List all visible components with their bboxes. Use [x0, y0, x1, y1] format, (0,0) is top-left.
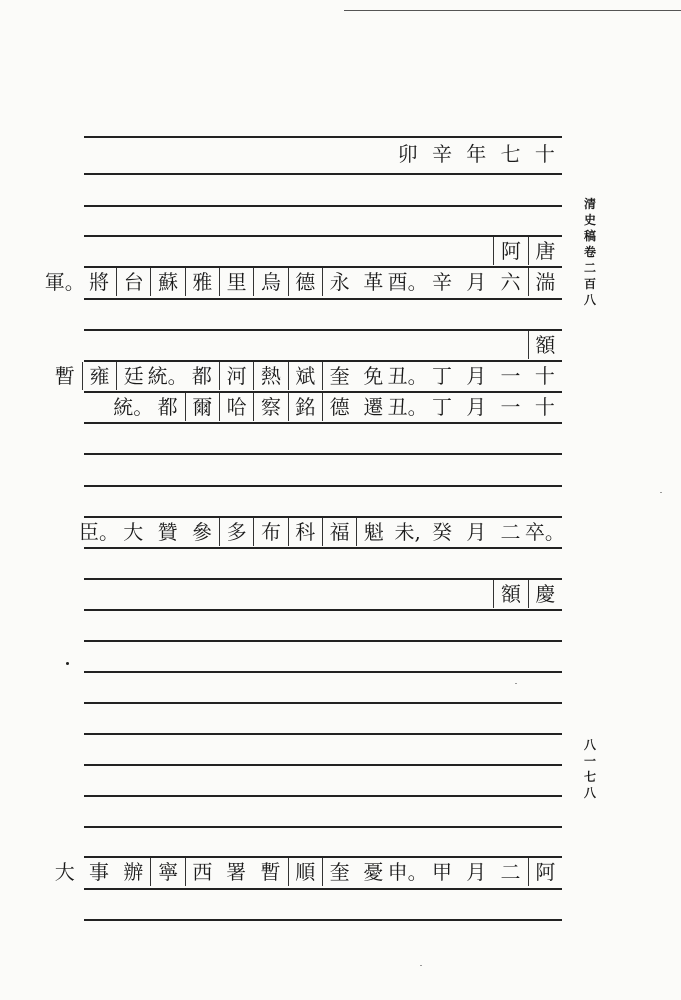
text-char: 甲: [431, 860, 452, 884]
rule-line: [84, 764, 562, 766]
rule-line: [84, 485, 562, 487]
margin-title-char: 八: [583, 293, 596, 307]
proper-noun-char: 雅: [185, 268, 219, 296]
text-char: 七: [500, 142, 521, 166]
text-char: 辛: [431, 270, 452, 294]
margin-title-char: 史: [583, 213, 596, 227]
text-char: 大: [54, 860, 75, 884]
row-cells: [48, 858, 562, 886]
text-char: 一: [500, 395, 521, 419]
text-char: 酉。: [387, 270, 428, 294]
proper-noun-char: 永: [322, 268, 356, 296]
rule-line: [84, 733, 562, 735]
proper-noun-char: 魁: [356, 518, 390, 546]
text-char: 卯: [397, 142, 418, 166]
text-char: 都: [191, 364, 212, 388]
rule-line: [84, 795, 562, 797]
proper-noun-char: 德: [288, 268, 322, 296]
text-char: 辦: [123, 860, 144, 884]
page-number-char: 八: [583, 786, 596, 800]
row-cells: [528, 331, 562, 359]
proper-noun-char: 德: [322, 393, 356, 421]
proper-noun-char: 察: [253, 393, 287, 421]
text-char: 革: [363, 270, 384, 294]
text-char: 參: [191, 520, 212, 544]
rule-line: [84, 453, 562, 455]
rule-line: [84, 173, 562, 175]
page-number: [582, 737, 598, 801]
ink-speck: [420, 965, 422, 966]
page-number-char: 八: [583, 738, 596, 752]
row-cells: [113, 393, 562, 421]
row-cells: [493, 237, 562, 265]
row-cells: [44, 268, 562, 296]
proper-noun-char: 爾: [185, 393, 219, 421]
text-char: 軍。: [44, 270, 85, 294]
text-char: 月: [466, 395, 487, 419]
text-char: 憂: [363, 860, 384, 884]
text-char: 癸: [431, 520, 452, 544]
text-char: 一: [500, 364, 521, 388]
text-row-r1: [84, 140, 562, 170]
text-row-r4: [84, 331, 562, 361]
rule-line: [84, 205, 562, 207]
proper-noun-char: 阿: [528, 858, 562, 886]
proper-noun-char: 唐: [528, 237, 562, 265]
row-cells: [391, 140, 562, 168]
rule-line: [84, 702, 562, 704]
text-char: 月: [466, 520, 487, 544]
row-cells: [493, 580, 562, 608]
proper-noun-char: 廷: [116, 362, 150, 390]
text-char: 統。: [147, 364, 188, 388]
text-char: 申。: [387, 860, 428, 884]
page-number-char: 七: [583, 770, 596, 784]
text-char: 大: [123, 520, 144, 544]
text-char: 二: [500, 520, 521, 544]
text-char: 臣。: [79, 520, 119, 544]
text-char: 免: [363, 364, 384, 388]
text-char: 月: [466, 270, 487, 294]
text-char: 月: [466, 364, 487, 388]
text-char: 年: [466, 142, 487, 166]
text-char: 贊: [157, 520, 178, 544]
proper-noun-char: 斌: [288, 362, 322, 390]
text-row-r5: [54, 362, 562, 392]
proper-noun-char: 奎: [322, 362, 356, 390]
margin-title-char: 卷: [583, 245, 596, 259]
proper-noun-char: 烏: [253, 268, 287, 296]
text-char: 遷: [363, 395, 384, 419]
rule-line: [84, 136, 562, 138]
margin-title-char: 二: [583, 261, 596, 275]
proper-noun-char: 布: [253, 518, 287, 546]
text-char: 十: [534, 142, 555, 166]
proper-noun-char: 阿: [493, 237, 527, 265]
margin-title-char: 百: [583, 277, 596, 291]
text-char: 丁: [431, 395, 452, 419]
proper-noun-char: 雍: [82, 362, 116, 390]
top-edge-rule: [344, 10, 681, 11]
text-char: 暫: [54, 364, 75, 388]
text-char: 六: [500, 270, 521, 294]
text-char: 將: [88, 270, 109, 294]
text-row-r8: [84, 580, 562, 610]
text-char: 十: [534, 395, 555, 419]
text-char: 月: [466, 860, 487, 884]
rule-line: [84, 826, 562, 828]
ink-speck: [660, 492, 662, 493]
proper-noun-char: 銘: [288, 393, 322, 421]
proper-noun-char: 哈: [219, 393, 253, 421]
row-cells: [48, 362, 562, 390]
proper-noun-char: 額: [493, 580, 527, 608]
proper-noun-char: 熱: [253, 362, 287, 390]
text-char: 十: [534, 364, 555, 388]
ink-dot: [66, 662, 69, 665]
proper-noun-char: 福: [322, 518, 356, 546]
text-row-r3: [44, 268, 562, 298]
text-char: 暫: [260, 860, 281, 884]
proper-noun-char: 奎: [322, 858, 356, 886]
text-row-r6: [84, 393, 562, 423]
proper-noun-char: 河: [219, 362, 253, 390]
text-char: 未,: [394, 520, 421, 544]
ink-speck: [515, 683, 517, 684]
text-char: 辛: [431, 142, 452, 166]
proper-noun-char: 科: [288, 518, 322, 546]
proper-noun-char: 湍: [528, 268, 562, 296]
text-char: 統。: [113, 395, 154, 419]
text-char: 丁: [431, 364, 452, 388]
proper-noun-char: 多: [219, 518, 253, 546]
rule-line: [84, 640, 562, 642]
text-char: 丑。: [387, 364, 428, 388]
proper-noun-char: 寧: [150, 858, 184, 886]
proper-noun-char: 慶: [528, 580, 562, 608]
rule-line: [84, 298, 562, 300]
margin-title-char: 清: [583, 197, 596, 211]
proper-noun-char: 西: [185, 858, 219, 886]
text-row-r9: [54, 858, 562, 888]
text-char: 都: [157, 395, 178, 419]
text-char: 事: [88, 860, 109, 884]
page-number-char: 一: [583, 754, 596, 768]
text-char: 丑。: [387, 395, 428, 419]
text-row-r2: [84, 237, 562, 267]
rule-line: [84, 888, 562, 890]
margin-title-char: 稿: [583, 229, 596, 243]
row-cells: [79, 518, 565, 546]
margin-title: [582, 196, 598, 308]
text-row-r7: [79, 518, 565, 548]
proper-noun-char: 里: [219, 268, 253, 296]
rule-line: [84, 671, 562, 673]
proper-noun-char: 額: [528, 331, 562, 359]
text-char: 署: [226, 860, 247, 884]
text-char: 卒。: [524, 520, 565, 544]
rule-line: [84, 919, 562, 921]
proper-noun-char: 台: [116, 268, 150, 296]
proper-noun-char: 蘇: [150, 268, 184, 296]
text-char: 二: [500, 860, 521, 884]
proper-noun-char: 順: [288, 858, 322, 886]
